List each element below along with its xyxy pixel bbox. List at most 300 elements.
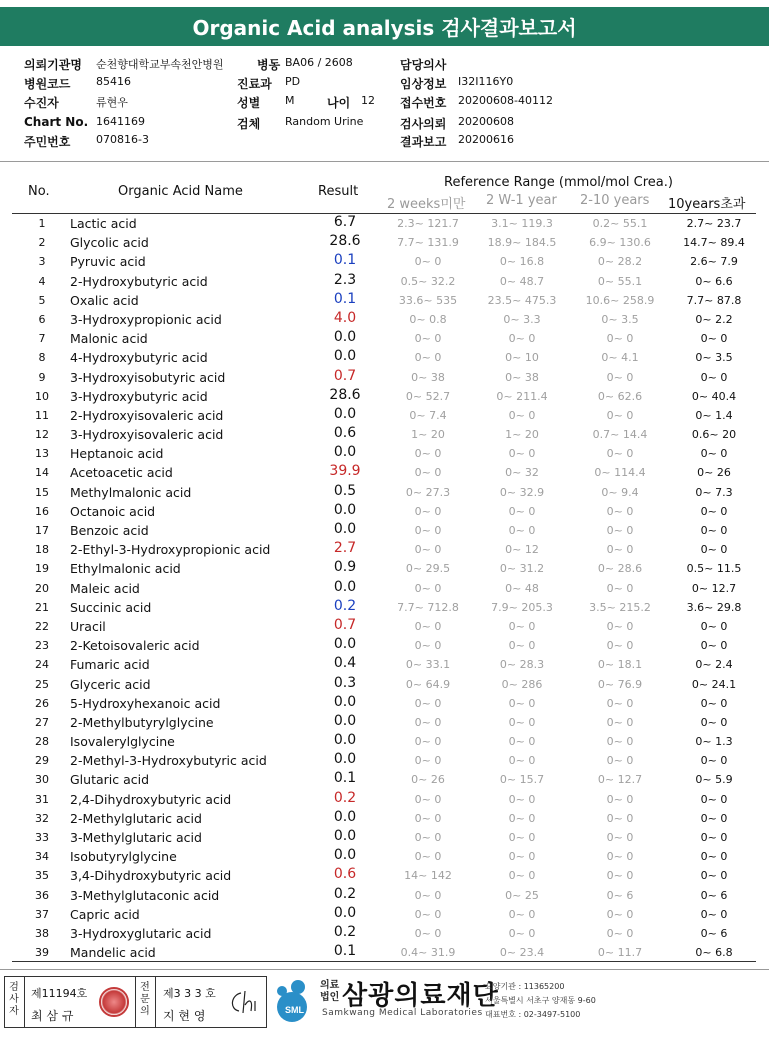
ref-range-under-2-weeks: 0~ 0 [414, 850, 442, 864]
specialist-label-text: 전문의 [140, 982, 150, 1017]
ref-range-over-10y: 0~ 0 [700, 754, 728, 768]
ref-range-2-10y: 0~ 62.6 [597, 389, 643, 403]
table-row [12, 483, 756, 502]
row-number: 21 [35, 600, 49, 614]
result-value: 0.0 [333, 501, 357, 518]
result-value: 0.0 [333, 578, 357, 595]
ref-range-2w-1y: 0~ 48.7 [499, 274, 545, 288]
table-row [12, 847, 756, 866]
ref-range-under-2-weeks: 0~ 38 [411, 370, 445, 384]
acid-name: Malonic acid [70, 331, 148, 347]
ref-range-2w-1y: 18.9~ 184.5 [487, 236, 557, 250]
acid-name: Oxalic acid [70, 292, 139, 308]
result-value: 0.2 [333, 923, 357, 940]
row-number: 31 [35, 792, 49, 806]
ref-range-2-10y: 0~ 0 [606, 735, 634, 749]
ref-range-under-2-weeks: 0~ 0 [414, 715, 442, 729]
acid-name: 2-Methylbutyrylglycine [70, 714, 214, 730]
ref-range-2-10y: 0~ 12.7 [597, 773, 643, 787]
ref-range-2w-1y: 0~ 0 [508, 831, 536, 844]
ref-range-under-2-weeks: 1~ 20 [411, 428, 445, 442]
ref-range-over-10y: 0~ 6.8 [695, 946, 733, 960]
acid-name: 2-Ethyl-3-Hydroxypropionic acid [70, 542, 271, 558]
ref-range-under-2-weeks: 0.5~ 32.2 [400, 274, 456, 288]
result-value: 0.3 [333, 674, 357, 691]
result-value: 0.0 [333, 329, 357, 346]
row-number: 19 [35, 562, 49, 576]
ref-range-over-10y: 3.6~ 29.8 [686, 600, 742, 614]
table-row [12, 387, 756, 406]
row-number: 37 [35, 907, 49, 921]
result-value: 0.0 [333, 693, 357, 710]
ref-range-2w-1y: 0~ 0 [508, 754, 536, 768]
table-row [12, 310, 756, 329]
result-value: 0.0 [333, 405, 357, 422]
table-row [12, 636, 756, 655]
row-number: 36 [35, 888, 49, 902]
row-number: 14 [35, 466, 49, 480]
specimen-value: Random Urine [285, 115, 364, 128]
table-row [12, 617, 756, 636]
ref-range-over-10y: 0~ 0 [700, 792, 728, 806]
table-row [12, 598, 756, 617]
table-row [12, 368, 756, 387]
table-row [12, 348, 756, 367]
ref-range-over-10y: 0~ 12.7 [691, 581, 737, 595]
ref-range-2-10y: 0~ 0 [606, 447, 634, 461]
result-value: 0.6 [333, 866, 357, 883]
ref-range-2-10y: 0~ 0 [606, 370, 634, 384]
receipt-value: 20200608-40112 [458, 94, 553, 107]
ref-range-over-10y: 0~ 1.3 [695, 735, 733, 749]
ref-range-over-10y: 0~ 0 [700, 504, 728, 518]
ref-range-2w-1y: 0~ 32.9 [499, 485, 545, 499]
acid-name: Isobutyrylglycine [70, 849, 177, 865]
examiner-name: 최 삼 규 [31, 1009, 74, 1023]
ref-range-2w-1y: 0~ 31.2 [499, 562, 545, 576]
result-value: 0.6 [333, 425, 357, 442]
acid-name: 5-Hydroxyhexanoic acid [70, 695, 221, 711]
ref-range-over-10y: 0~ 2.4 [695, 658, 733, 672]
table-row [12, 809, 756, 828]
patient-value: 류현우 [96, 96, 128, 109]
svg-text:SML: SML [285, 1005, 304, 1015]
ref-range-2w-1y: 23.5~ 475.3 [487, 293, 557, 307]
hospital-label: 의뢰기관명 [24, 58, 82, 72]
result-value: 0.0 [333, 444, 357, 461]
ref-range-under-2-weeks: 0~ 0 [414, 524, 442, 537]
receipt-label: 접수번호 [400, 96, 447, 110]
sex-label: 성별 [237, 96, 261, 110]
ref-range-2-10y: 0~ 0 [606, 543, 634, 557]
row-number: 30 [35, 773, 49, 787]
acid-name: Glycolic acid [70, 235, 149, 251]
table-row [12, 579, 756, 598]
header-ref: Reference Range (mmol/mol Crea.) [444, 175, 673, 190]
ref-range-2-10y: 0~ 0 [606, 811, 634, 825]
row-number: 6 [38, 312, 46, 326]
ref-range-2-10y: 0~ 0 [606, 619, 634, 633]
ref-range-over-10y: 0~ 5.9 [695, 773, 733, 787]
code-value: 85416 [96, 75, 131, 88]
acid-name: Glyceric acid [70, 676, 151, 692]
ref-range-2w-1y: 1~ 20 [505, 428, 539, 442]
acid-name: 2-Hydroxybutyric acid [70, 273, 208, 289]
ref-range-2-10y: 0~ 0 [606, 926, 634, 940]
ref-range-2w-1y: 0~ 10 [505, 351, 539, 365]
ref-range-2w-1y: 3.1~ 119.3 [491, 217, 553, 230]
table-header [12, 172, 756, 214]
ref-range-2w-1y: 0~ 15.7 [499, 773, 545, 787]
row-number: 35 [35, 869, 49, 883]
report-title: Organic Acid analysis 검사결과보고서 [0, 7, 769, 46]
table-row [12, 540, 756, 559]
row-number: 34 [35, 850, 49, 864]
ref-range-2-10y: 0~ 114.4 [594, 466, 646, 480]
ref-range-2w-1y: 0~ 211.4 [496, 389, 548, 403]
ref-range-under-2-weeks: 0~ 0 [414, 831, 442, 844]
ref-range-2-10y: 0~ 0 [606, 696, 634, 710]
report-date-label: 결과보고 [400, 135, 447, 149]
result-value: 6.7 [333, 214, 357, 230]
result-value: 0.0 [333, 847, 357, 864]
acid-name: Acetoacetic acid [70, 465, 173, 481]
ref-range-under-2-weeks: 7.7~ 712.8 [397, 600, 459, 614]
ref-range-over-10y: 7.7~ 87.8 [686, 293, 742, 307]
section-divider [0, 161, 769, 162]
header-no: No. [28, 184, 50, 199]
specialist-label [139, 982, 151, 1018]
header-name: Organic Acid Name [118, 184, 243, 199]
ref-range-under-2-weeks: 0~ 0 [414, 735, 442, 749]
ref-range-2w-1y: 0~ 0 [508, 850, 536, 864]
table-row [12, 790, 756, 809]
table-row [12, 406, 756, 425]
result-value: 0.0 [333, 636, 357, 653]
table-bottom-rule [12, 961, 756, 962]
ref-range-2w-1y: 7.9~ 205.3 [491, 600, 553, 614]
ref-range-2-10y: 0~ 0 [606, 524, 634, 537]
ref-range-over-10y: 0~ 7.3 [695, 485, 733, 499]
id-value: 070816-3 [96, 133, 149, 146]
row-number: 15 [35, 485, 49, 499]
ref-range-2-10y: 0.2~ 55.1 [592, 217, 648, 230]
ref-range-2-10y: 0~ 28.6 [597, 562, 643, 576]
acid-name: 3-Hydroxybutyric acid [70, 388, 208, 404]
row-number: 17 [35, 524, 49, 537]
signature-box [4, 976, 267, 1028]
acid-name: 4-Hydroxybutyric acid [70, 350, 208, 366]
hospital-value: 순천향대학교부속천안병원 [96, 58, 224, 71]
table-row [12, 866, 756, 885]
ref-range-2-10y: 0~ 0 [606, 332, 634, 346]
examiner-number: 제11194호 [31, 987, 88, 1000]
acid-name: Maleic acid [70, 580, 140, 596]
doctor-label: 담당의사 [400, 58, 447, 72]
row-number: 4 [38, 274, 46, 288]
ref-range-2w-1y: 0~ 48 [505, 581, 539, 595]
acid-name: 3-Hydroxyisovaleric acid [70, 427, 224, 443]
result-value: 0.7 [333, 367, 357, 384]
ref-range-2-10y: 0~ 4.1 [601, 351, 639, 365]
ref-range-2w-1y: 0~ 12 [505, 543, 539, 557]
row-number: 11 [35, 408, 49, 422]
result-value: 0.0 [333, 904, 357, 921]
acid-name: Methylmalonic acid [70, 484, 192, 500]
ref-range-over-10y: 0~ 0 [700, 370, 728, 384]
acid-name: 3-Methylglutaconic acid [70, 887, 220, 903]
ref-range-over-10y: 0~ 0 [700, 869, 728, 883]
result-value: 39.9 [329, 463, 361, 480]
row-number: 26 [35, 696, 49, 710]
ref-range-under-2-weeks: 0~ 27.3 [405, 485, 451, 499]
table-row [12, 886, 756, 905]
ref-range-under-2-weeks: 0~ 0 [414, 619, 442, 633]
ref-range-2-10y: 0~ 0 [606, 715, 634, 729]
ref-range-2w-1y: 0~ 0 [508, 811, 536, 825]
ref-range-2w-1y: 0~ 0 [508, 926, 536, 940]
examiner-label-text: 검사자 [9, 982, 19, 1017]
ward-value: BA06 / 2608 [285, 56, 353, 69]
table-row [12, 770, 756, 789]
ref-range-2w-1y: 0~ 0 [508, 907, 536, 921]
result-value: 0.0 [333, 808, 357, 825]
table-row [12, 521, 756, 540]
ref-range-2-10y: 0~ 9.4 [601, 485, 639, 499]
row-number: 27 [35, 715, 49, 729]
acid-name: Capric acid [70, 906, 140, 922]
result-value: 0.1 [333, 943, 357, 960]
ref-range-2w-1y: 0~ 3.3 [503, 312, 541, 326]
ref-range-2-10y: 0~ 6 [606, 888, 634, 902]
ref-range-2-10y: 3.5~ 215.2 [589, 600, 651, 614]
ref-range-2w-1y: 0~ 0 [508, 735, 536, 749]
ref-range-over-10y: 0~ 0 [700, 619, 728, 633]
patient-label: 수진자 [24, 96, 59, 110]
ref-range-under-2-weeks: 0~ 26 [411, 773, 445, 787]
ref-range-over-10y: 0~ 1.4 [695, 408, 733, 422]
row-number: 33 [35, 831, 49, 844]
ref-range-2-10y: 0~ 0 [606, 792, 634, 806]
ref-range-under-2-weeks: 0~ 0 [414, 466, 442, 480]
header-result: Result [318, 184, 359, 199]
ref-range-over-10y: 2.7~ 23.7 [686, 217, 742, 230]
ref-range-2w-1y: 0~ 0 [508, 696, 536, 710]
ref-range-under-2-weeks: 0~ 0 [414, 754, 442, 768]
header-ref-col-2: 2 W-1 year [486, 193, 557, 208]
sig-divider-2 [135, 977, 136, 1027]
table-row [12, 713, 756, 732]
org-name: 삼광의료재단 [342, 981, 499, 1011]
ref-range-under-2-weeks: 0~ 29.5 [405, 562, 451, 576]
specimen-label: 검체 [237, 117, 261, 131]
specialist-number: 제3 3 3 호 [163, 987, 216, 1000]
acid-name: Octanoic acid [70, 503, 156, 519]
ref-range-under-2-weeks: 0~ 52.7 [405, 389, 451, 403]
info-row-4 [0, 115, 769, 133]
ref-range-over-10y: 0~ 0 [700, 907, 728, 921]
ref-range-over-10y: 0~ 40.4 [691, 389, 737, 403]
result-value: 0.7 [333, 616, 357, 633]
info-row-2 [0, 75, 769, 93]
official-seal-icon [99, 987, 129, 1017]
ref-range-2w-1y: 0~ 0 [508, 792, 536, 806]
clinical-label: 임상정보 [400, 77, 447, 91]
ref-range-over-10y: 2.6~ 7.9 [690, 255, 738, 269]
table-row [12, 924, 756, 943]
ref-range-2w-1y: 0~ 0 [508, 524, 536, 537]
ref-range-under-2-weeks: 0~ 0 [414, 504, 442, 518]
result-value: 2.3 [333, 271, 357, 288]
table-row [12, 675, 756, 694]
acid-name: Lactic acid [70, 216, 137, 231]
ref-range-over-10y: 0~ 0 [700, 639, 728, 653]
sig-divider-1 [24, 977, 25, 1027]
ref-range-2w-1y: 0~ 0 [508, 715, 536, 729]
result-value: 0.0 [333, 828, 357, 844]
row-number: 23 [35, 639, 49, 653]
ref-range-under-2-weeks: 2.3~ 121.7 [397, 217, 459, 230]
ref-range-under-2-weeks: 7.7~ 131.9 [397, 236, 459, 250]
ref-range-under-2-weeks: 0~ 0 [414, 888, 442, 902]
table-row [12, 463, 756, 482]
org-type-text: 의료법인 [320, 980, 340, 1003]
results-table [12, 172, 756, 962]
specialist-name: 지 현 영 [163, 1009, 206, 1023]
result-value: 0.0 [333, 521, 357, 537]
acid-name: 2-Ketoisovaleric acid [70, 638, 200, 654]
table-row [12, 828, 756, 847]
code-label: 병원코드 [24, 77, 71, 91]
contact-line-1: 요양기관 : 11365200 [485, 982, 565, 991]
ref-range-over-10y: 0~ 2.2 [695, 312, 733, 326]
ref-range-over-10y: 0.6~ 20 [691, 428, 737, 442]
report-date-value: 20200616 [458, 133, 514, 146]
acid-name: Pyruvic acid [70, 254, 146, 270]
ref-range-under-2-weeks: 0~ 64.9 [405, 677, 451, 691]
table-row [12, 905, 756, 924]
info-row-5 [0, 133, 769, 151]
row-number: 25 [35, 677, 49, 691]
acid-name: Isovalerylglycine [70, 734, 175, 750]
result-value: 0.4 [333, 655, 357, 672]
table-row [12, 655, 756, 674]
result-value: 0.9 [333, 559, 357, 576]
ref-range-2-10y: 0~ 0 [606, 869, 634, 883]
acid-name: 3,4-Dihydroxybutyric acid [70, 868, 232, 884]
chart-value: 1641169 [96, 115, 145, 128]
row-number: 29 [35, 754, 49, 768]
row-number: 32 [35, 811, 49, 825]
ref-range-2w-1y: 0~ 0 [508, 332, 536, 346]
acid-name: Mandelic acid [70, 945, 156, 961]
ref-range-2w-1y: 0~ 0 [508, 869, 536, 883]
ref-range-over-10y: 14.7~ 89.4 [683, 236, 745, 250]
table-row [12, 329, 756, 348]
ref-range-2w-1y: 0~ 38 [505, 370, 539, 384]
ref-range-over-10y: 0~ 6 [700, 888, 728, 902]
clinical-value: I32I116Y0 [458, 75, 514, 88]
ref-range-2w-1y: 0~ 16.8 [499, 255, 545, 269]
acid-name: Ethylmalonic acid [70, 561, 181, 577]
age-value: 12 [361, 94, 375, 107]
row-number: 2 [38, 236, 46, 250]
ref-range-2-10y: 0~ 0 [606, 581, 634, 595]
acid-name: 2-Methylglutaric acid [70, 810, 202, 826]
ref-range-over-10y: 0~ 0 [700, 850, 728, 864]
ref-range-2-10y: 0~ 0 [606, 639, 634, 653]
ref-range-2w-1y: 0~ 0 [508, 639, 536, 653]
ref-range-under-2-weeks: 0~ 0 [414, 926, 442, 940]
ref-range-2w-1y: 0~ 32 [505, 466, 539, 480]
ref-range-2-10y: 0.7~ 14.4 [592, 428, 648, 442]
ref-range-2-10y: 0~ 0 [606, 907, 634, 921]
row-number: 22 [35, 619, 49, 633]
info-row-3 [0, 94, 769, 112]
table-row [12, 751, 756, 770]
header-ref-col-4: 10years초과 [668, 197, 746, 212]
age-label: 나이 [327, 96, 351, 110]
result-value: 0.2 [333, 885, 357, 902]
patient-info [0, 52, 769, 162]
ref-range-over-10y: 0~ 6 [700, 926, 728, 940]
acid-name: Succinic acid [70, 599, 152, 615]
table-row [12, 214, 756, 233]
ref-range-over-10y: 0~ 0 [700, 696, 728, 710]
table-row [12, 233, 756, 252]
result-value: 2.7 [333, 540, 357, 557]
dept-value: PD [285, 75, 301, 88]
result-value: 0.0 [333, 348, 357, 365]
ref-range-under-2-weeks: 33.6~ 535 [398, 293, 458, 307]
row-number: 20 [35, 581, 49, 595]
result-value: 0.5 [333, 482, 357, 499]
result-value: 0.1 [333, 770, 357, 787]
ref-range-under-2-weeks: 0~ 0 [414, 332, 442, 346]
request-label: 검사의뢰 [400, 117, 447, 131]
acid-name: Heptanoic acid [70, 446, 164, 462]
row-number: 13 [35, 447, 49, 461]
ref-range-over-10y: 0~ 0 [700, 831, 728, 844]
dept-label: 진료과 [237, 77, 272, 91]
result-value: 0.2 [333, 597, 357, 614]
acid-name: Uracil [70, 618, 106, 634]
ref-range-under-2-weeks: 0~ 0 [414, 792, 442, 806]
row-number: 16 [35, 504, 49, 518]
ref-range-2-10y: 10.6~ 258.9 [585, 293, 655, 307]
chart-label: Chart No. [24, 115, 89, 129]
acid-name: 3-Hydroxypropionic acid [70, 311, 222, 327]
acid-name: 3-Hydroxyisobutyric acid [70, 369, 226, 385]
ref-range-2-10y: 0~ 0 [606, 504, 634, 518]
ref-range-2-10y: 6.9~ 130.6 [589, 236, 651, 250]
ref-range-over-10y: 0~ 0 [700, 524, 728, 537]
row-number: 28 [35, 735, 49, 749]
ref-range-2w-1y: 0~ 0 [508, 447, 536, 461]
ref-range-2-10y: 0~ 0 [606, 754, 634, 768]
result-value: 28.6 [329, 386, 361, 403]
row-number: 8 [38, 351, 46, 365]
sig-divider-3 [155, 977, 156, 1027]
acid-name: 2-Methyl-3-Hydroxybutyric acid [70, 753, 267, 769]
ward-label: 병동 [257, 58, 281, 72]
table-row [12, 943, 756, 962]
ref-range-2w-1y: 0~ 0 [508, 619, 536, 633]
row-number: 18 [35, 543, 49, 557]
ref-range-under-2-weeks: 0~ 0 [414, 581, 442, 595]
result-value: 4.0 [333, 309, 357, 326]
result-value: 0.1 [333, 252, 357, 269]
